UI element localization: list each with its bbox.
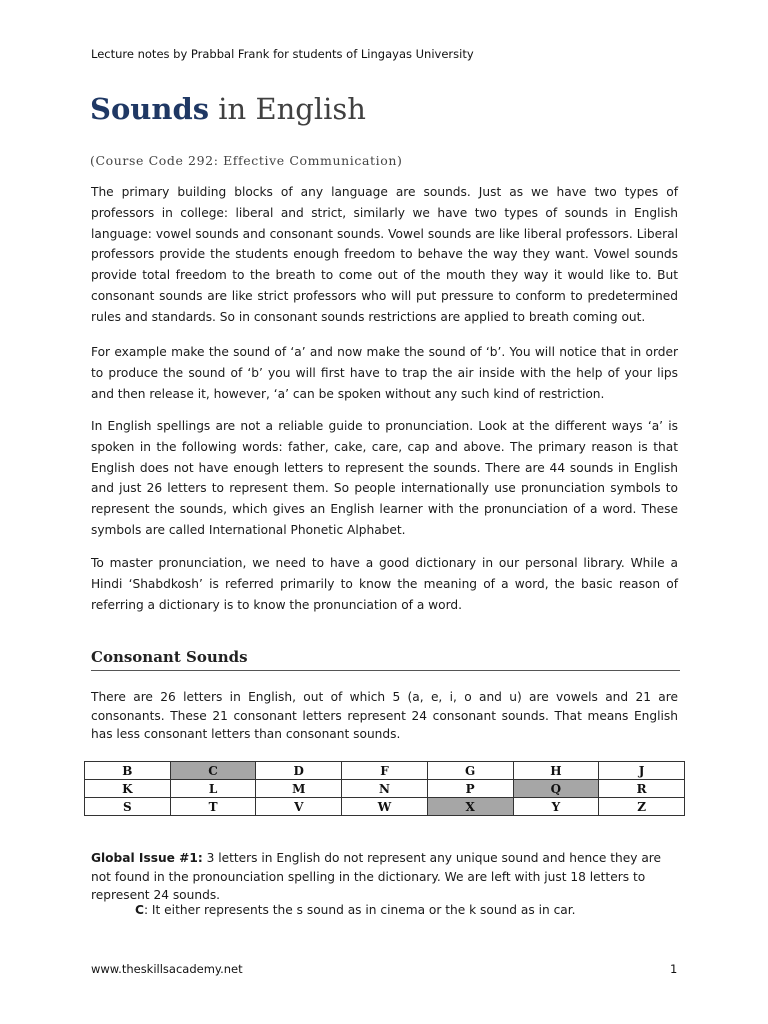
title-rest: in English bbox=[209, 92, 366, 126]
table-cell-shaded: Q bbox=[513, 780, 599, 798]
table-cell: G bbox=[427, 762, 513, 780]
letter-c-note bbox=[135, 903, 576, 917]
table-cell: R bbox=[599, 780, 685, 798]
table-cell: J bbox=[599, 762, 685, 780]
table-cell: Z bbox=[599, 798, 685, 816]
table-cell: N bbox=[342, 780, 428, 798]
table-cell: K bbox=[85, 780, 171, 798]
table-cell-shaded: C bbox=[170, 762, 256, 780]
table-cell: P bbox=[427, 780, 513, 798]
table-cell: W bbox=[342, 798, 428, 816]
global-issue-text: 3 letters in English do not represent any unique sound and hence they are not found in the pronounciation spelling in the dictionary. We are left with just 18 letters to represent 24 sounds. bbox=[91, 851, 662, 902]
global-issue-label: Global Issue #1: bbox=[91, 851, 203, 865]
table-cell: T bbox=[170, 798, 256, 816]
paragraph-consonant-intro: There are 26 letters in English, out of which 5 (a, e, i, o and u) are vowels and 21 are consonants. These 21 consonant letters represent 24 consonant sounds. That means English has less consonant letters than consonant sounds. bbox=[91, 690, 678, 741]
table-cell: F bbox=[342, 762, 428, 780]
page-number: 1 bbox=[670, 962, 678, 976]
table-cell: H bbox=[513, 762, 599, 780]
paragraph-example: For example make the sound of ‘a’ and now make the sound of ‘b’. You will notice that in order to produce the sound of ‘b’ you will first have to trap the air inside with the help of your lips and then release it, however, ‘a’ can be spoken without any such kind of restriction. bbox=[91, 345, 678, 401]
consonant-letters-table bbox=[84, 761, 685, 816]
course-code-subtitle: (Course Code 292: Effective Communication) bbox=[90, 153, 403, 168]
table-cell: D bbox=[256, 762, 342, 780]
letter-c-text: : It either represents the s sound as in cinema or the k sound as in car. bbox=[143, 903, 576, 917]
paragraph-dictionary: To master pronunciation, we need to have a good dictionary in our personal library. While a Hindi ‘Shabdkosh’ is referred primarily to know the meaning of a word, the basic reason of referring a dictionary is to know the pronunciation of a word. bbox=[91, 556, 678, 612]
page-title bbox=[90, 92, 366, 126]
table-cell: L bbox=[170, 780, 256, 798]
letter-c-label: C bbox=[135, 903, 144, 917]
paragraph-spellings: In English spellings are not a reliable guide to pronunciation. Look at the different ways ‘a’ is spoken in the following words: father, cake, care, cap and above. The primary reason is that English does not have enough letters to represent the sounds. There are 44 sounds in English and just 26 letters to represent them. So people internationally use pronunciation symbols to represent the sounds, which gives an English learner with the pronunciation of a word. These symbols are called International Phonetic Alphabet. bbox=[91, 419, 678, 537]
table-cell: B bbox=[85, 762, 171, 780]
table-cell: Y bbox=[513, 798, 599, 816]
table-row bbox=[85, 762, 685, 780]
table-cell: S bbox=[85, 798, 171, 816]
global-issue-paragraph bbox=[91, 849, 671, 905]
section-title-consonant-sounds: Consonant Sounds bbox=[91, 648, 680, 671]
table-cell: V bbox=[256, 798, 342, 816]
title-strong: Sounds bbox=[90, 92, 210, 126]
table-row bbox=[85, 780, 685, 798]
paragraph-sounds-intro: The primary building blocks of any language are sounds. Just as we have two types of professors in college: liberal and strict, similarly we have two types of sounds in English language: vowel sounds and consonant sounds. Vowel sounds are like liberal professors. Liberal professors provide the students enough freedom to behave the way they want. Vowel sounds provide total freedom to the breath to come out of the mouth they way it would like to. But consonant sounds are like strict professors who will put pressure to conform to predetermined rules and standards. So in consonant sounds restrictions are applied to breath coming out. bbox=[91, 185, 678, 324]
page-header: Lecture notes by Prabbal Frank for students of Lingayas University bbox=[91, 47, 474, 61]
footer-url: www.theskillsacademy.net bbox=[91, 962, 243, 976]
table-cell: M bbox=[256, 780, 342, 798]
table-row bbox=[85, 798, 685, 816]
table-cell-shaded: X bbox=[427, 798, 513, 816]
